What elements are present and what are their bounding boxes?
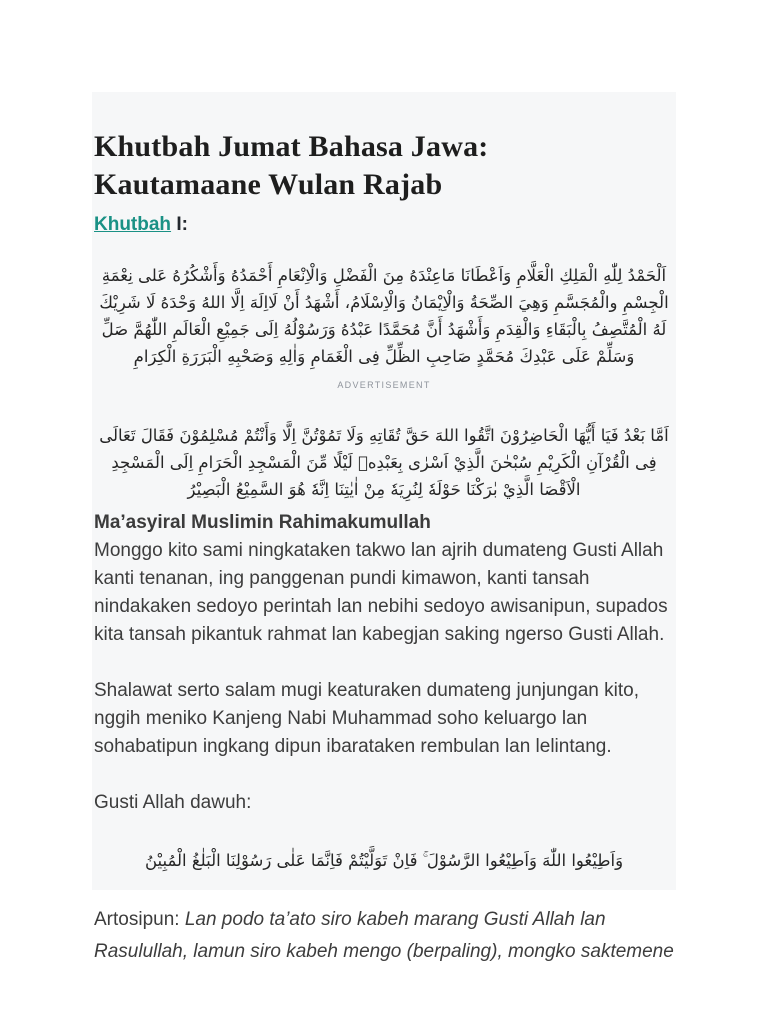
paragraph-artosipun	[94, 904, 674, 968]
arabic-second-paragraph: اَمَّا بَعْدُ فَيَا أَيُّهَا الْحَاضِرُوْنَ اتَّقُوا اللهَ حَقَّ تُقَاتِهِ وَلَا تَمُوْتُنَّ اِلَّا وَأَنْتُمْ مُسْلِمُوْنَ فَقَالَ تَعَالَى فِى الْقُرْآنِ الْكَرِيْمِ سُبْحٰنَ الَّذِيْ اَسْرٰى بِعَبْدِهٖ لَيْلًا مِّنَ الْمَسْجِدِ الْحَرَامِ اِلَى الْمَسْجِدِ الْاَقْصَا الَّذِيْ بٰرَكْنَا حَوْلَهٗ لِنُرِيَهٗ مِنْ اٰيٰتِنَا اِنَّهٗ هُوَ السَّمِيْعُ الْبَصِيْرُ	[99, 426, 669, 499]
section-heading: Ma’asyiral Muslimin Rahimakumullah	[94, 512, 431, 533]
paragraph-takwa: Monggo kito sami ningkataken takwo lan ajrih dumateng Gusti Allah kanti tenanan, ing panggenan pundi kimawon, kanti tansah nindakaken sedoyo perintah lan nebihi sedoyo awisanipun, supados kita tansah pikantuk rahmat lan kabegjan saking ngerso Gusti Allah.	[94, 540, 668, 645]
khutbah-numeral: I:	[171, 214, 188, 235]
document-page	[92, 92, 676, 962]
arabic-opening-paragraph: اَلْحَمْدُ لِلّٰهِ الْمَلِكِ الْعَلَّامِ وَاَعْطَانَا مَاعِنْدَهُ مِنَ الْفَضْلِ وَالْاِنْعَامِ أَحْمَدُهُ وَأَشْكُرُهُ عَلى نِعْمَةِ الْجِسْمِ والْمُجَسَّمِ وَهِيَ الصِّحَةُ وَالْاِيْمَانُ وَالْاِسْلَامُ، أَشْهَدُ أَنْ لَااِلَهَ اِلَّا اللهُ وَحْدَهُ لَا شَرِيْكَ لَهُ الْمُتَّصِفُ بِالْبَقَاءِ وَالْقِدَمِ وَأَشْهَدُ أَنَّ مُحَمَّدًا عَبْدُهُ وَرَسُوْلُهُ اِلَى جَمِيْعِ الْعَالَمِ اللّٰهُمَّ صَلِّ وَسَلِّمْ عَلَى عَبْدِكَ مُحَمَّدٍ صَاحِبِ الظِّلِّ فِى الْغَمَامِ وَاٰلِهِ وَصَحْبِهِ الْبَرَرَةِ الْكِرَامِ	[99, 266, 669, 366]
artosipun-label: Artosipun:	[94, 909, 185, 930]
paragraph-shalawat: Shalawat serto salam mugi keaturaken dumateng junjungan kito, nggih meniko Kanjeng Nabi Muhammad soho keluargo lan sohabatipun ingkang dipun ibarataken rembulan lan lelintang.	[94, 680, 639, 757]
title-line-1: Khutbah Jumat Bahasa Jawa:	[94, 130, 489, 163]
artosipun-translation: Lan podo ta’ato siro kabeh marang Gusti Allah lan Rasulullah, lamun siro kabeh mengo (berpaling), mongko saktemene	[94, 909, 674, 962]
page-title	[94, 128, 674, 204]
khutbah-heading	[94, 213, 674, 237]
arabic-verse: وَاَطِيْعُوا اللّٰهَ وَاَطِيْعُوا الرَّسُوْلَ ۚ فَاِنْ تَوَلَّيْتُمْ فَاِنَّمَا عَلٰى رَسُوْلِنَا الْبَلٰغُ الْمُبِيْنُ	[144, 851, 624, 870]
paragraph-gusti-allah-dawuh: Gusti Allah dawuh:	[94, 792, 252, 813]
khutbah-link[interactable]: Khutbah	[94, 214, 172, 235]
title-line-2: Kautamaane Wulan Rajab	[94, 168, 443, 201]
advertisement-label: ADVERTISEMENT	[337, 380, 431, 390]
